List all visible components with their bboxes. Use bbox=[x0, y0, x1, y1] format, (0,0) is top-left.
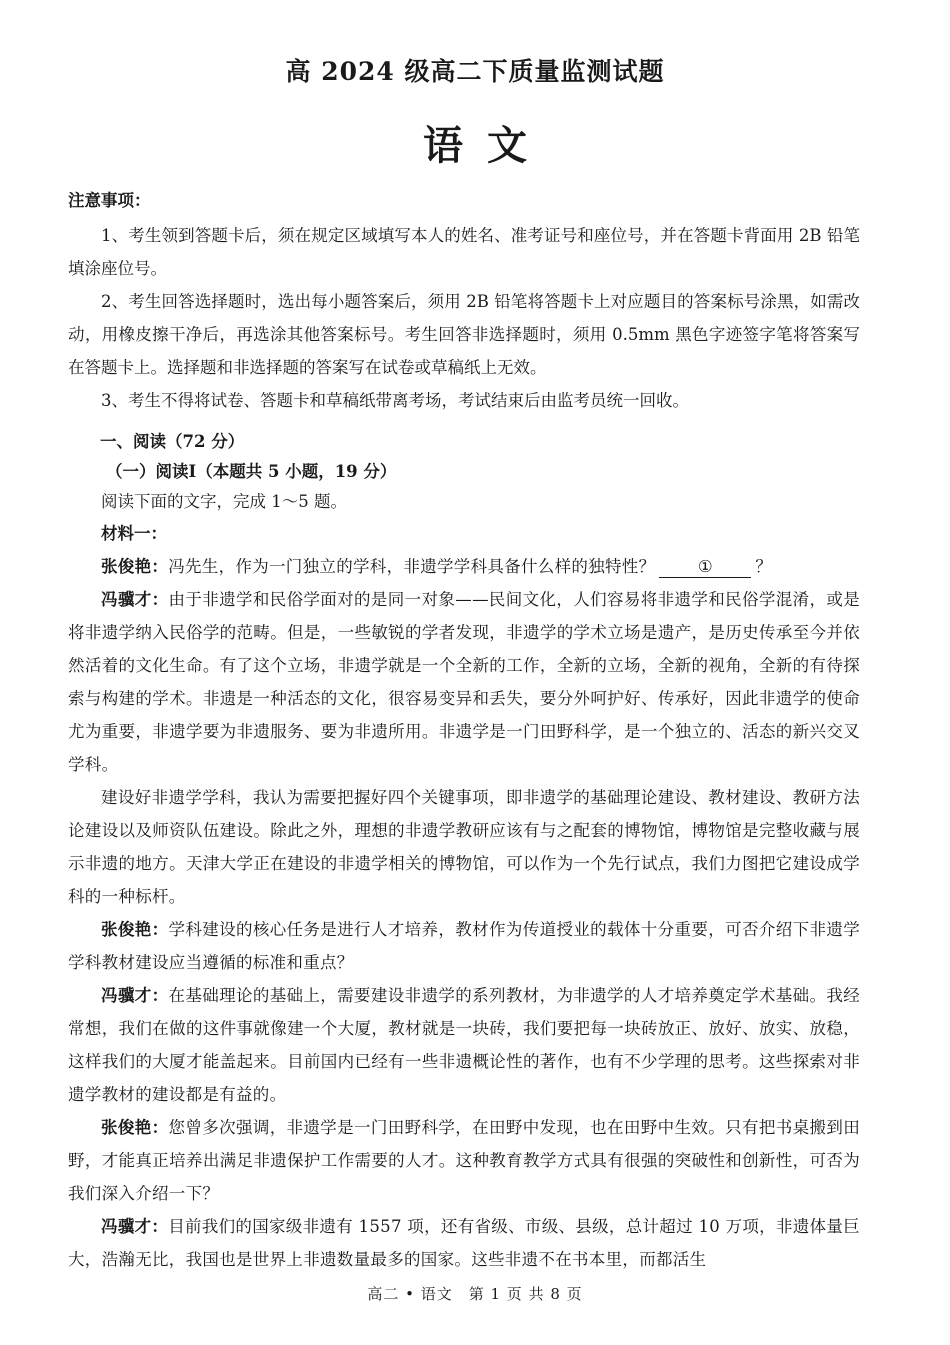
answer-1-text: 由于非遗学和民俗学面对的是同一对象——民间文化，人们容易将非遗学和民俗学混淆，或是将非遗学纳入民俗学的范畴。但是，一些敏锐的学者发现，非遗学的学术立场是遗产，是历史传承至今并依然活着的文化生命。有了这个立场，非遗学就是一个全新的工作，全新的立场，全新的视角，全新的有待探索与构建的学术。非遗是一种活态的文化，很容易变异和丢失，要分外呵护好、传承好，因此非遗学的使命尤为重要，非遗学要为非遗服务、要为非遗所用。非遗学是一门田野科学，是一个独立的、活态的新兴交叉学科。 bbox=[68, 590, 860, 774]
dialogue-question-1 bbox=[68, 550, 860, 583]
notice-item-2: 2、考生回答选择题时，选出每小题答案后，须用 2B 铅笔将答题卡上对应题目的答案标号涂黑，如需改动，用橡皮擦干净后，再选涂其他答案标号。考生回答非选择题时，须用 0.5mm 黑色字迹签字笔将答案写在答题卡上。选择题和非选择题的答案写在试卷或草稿纸上无效。 bbox=[68, 292, 860, 377]
question-3-text: 您曾多次强调，非遗学是一门田野科学，在田野中发现，也在田野中生效。只有把书桌搬到田野，才能真正培养出满足非遗保护工作需要的人才。这种教育教学方式具有很强的突破性和创新性，可否为我们深入介绍一下？ bbox=[68, 1118, 860, 1203]
subject-title: 语文 bbox=[423, 122, 551, 169]
notice-item-3: 3、考生不得将试卷、答题卡和草稿纸带离考场，考试结束后由监考员统一回收。 bbox=[101, 391, 689, 410]
dialogue-answer-1 bbox=[68, 583, 860, 781]
speaker-interviewee: 冯骥才： bbox=[101, 986, 169, 1005]
notice-title: 注意事项： bbox=[68, 191, 151, 210]
dialogue-answer-2 bbox=[68, 979, 860, 1111]
dialogue-question-2 bbox=[68, 913, 860, 979]
material-title: 材料一： bbox=[101, 524, 167, 543]
speaker-interviewee: 冯骥才： bbox=[101, 1217, 169, 1236]
question-2-text: 学科建设的核心任务是进行人才培养，教材作为传道授业的载体十分重要，可否介绍下非遗学学科教材建设应当遵循的标准和重点？ bbox=[68, 920, 860, 972]
notice-item-1: 1、考生领到答题卡后，须在规定区域填写本人的姓名、准考证号和座位号，并在答题卡背面用 2B 铅笔填涂座位号。 bbox=[68, 226, 860, 278]
dialogue-answer-1-continued: 建设好非遗学学科，我认为需要把握好四个关键事项，即非遗学的基础理论建设、教材建设、教研方法论建设以及师资队伍建设。除此之外，理想的非遗学教研应该有与之配套的博物馆，博物馆是完整收藏与展示非遗的地方。天津大学正在建设的非遗学相关的博物馆，可以作为一个先行试点，我们力图把它建设成学科的一种标杆。 bbox=[68, 788, 860, 906]
answer-2-text: 在基础理论的基础上，需要建设非遗学的系列教材，为非遗学的人才培养奠定学术基础。我经常想，我们在做的这件事就像建一个大厦，教材就是一块砖，我们要把每一块砖放正、放好、放实、放稳，这样我们的大厦才能盖起来。目前国内已经有一些非遗概论性的著作，也有不少学理的思考。这些探索对非遗学教材的建设都是有益的。 bbox=[68, 986, 860, 1104]
section-subtitle: （一）阅读I（本题共 5 小题，19 分） bbox=[106, 462, 397, 481]
speaker-interviewer: 张俊艳： bbox=[101, 1118, 169, 1137]
page-content bbox=[68, 186, 860, 1276]
speaker-interviewer: 张俊艳： bbox=[101, 920, 169, 939]
page-footer: 高二 • 语文 第 1 页 共 8 页 bbox=[367, 1285, 583, 1303]
speaker-interviewee: 冯骥才： bbox=[101, 590, 169, 609]
answer-3-text: 目前我们的国家级非遗有 1557 项，还有省级、市级、县级，总计超过 10 万项，非遗体量巨大，浩瀚无比，我国也是世界上非遗数量最多的国家。这些非遗不在书本里，而都活生 bbox=[68, 1217, 860, 1269]
fill-blank-1: ① bbox=[659, 557, 751, 578]
speaker-interviewer: 张俊艳： bbox=[101, 557, 169, 576]
question-1-text: 冯先生，作为一门独立的学科，非遗学学科具备什么样的独特性？ bbox=[168, 557, 656, 576]
dialogue-question-3 bbox=[68, 1111, 860, 1210]
section-gap bbox=[68, 417, 860, 427]
exam-title: 高 2024 级高二下质量监测试题 bbox=[285, 57, 665, 86]
question-1-end: ？ bbox=[755, 557, 773, 576]
section-instruction: 阅读下面的文字，完成 1～5 题。 bbox=[101, 492, 347, 511]
dialogue-answer-3 bbox=[68, 1210, 860, 1276]
section-title: 一、阅读（72 分） bbox=[100, 432, 245, 451]
